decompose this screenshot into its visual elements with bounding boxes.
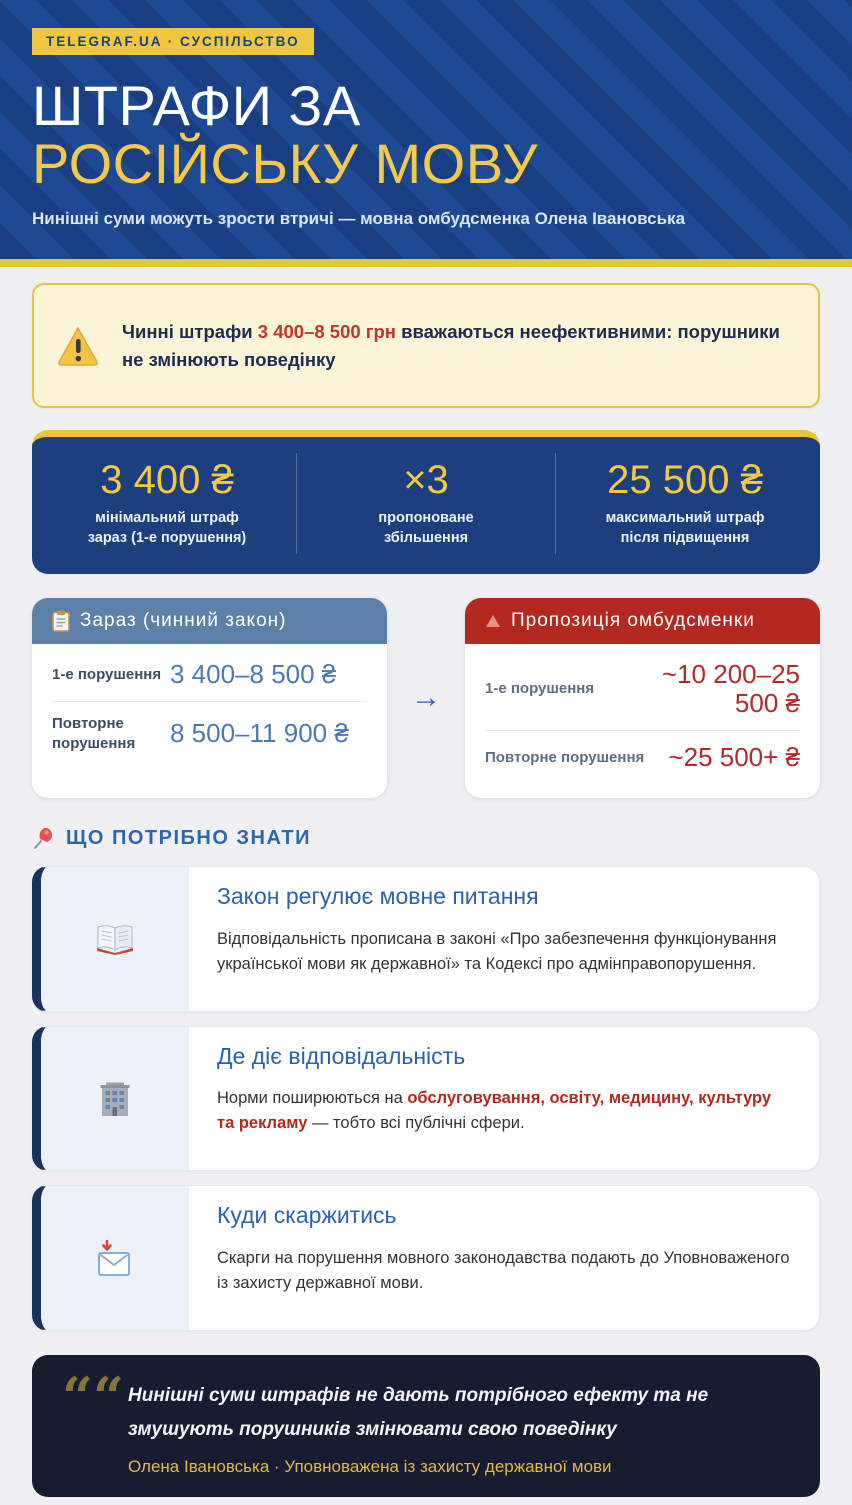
know-text-before: Відповідальність прописана в законі «Про забезпечення функціонування української мови як державної» та Кодексі про адмінправопорушення. <box>217 929 777 973</box>
quote-mark-icon: ““ <box>62 1364 125 1429</box>
know-card-content <box>189 867 819 1011</box>
row-label: Повторне порушення <box>485 749 645 767</box>
stat-label <box>48 509 286 548</box>
row-label: Повторне порушення <box>52 715 136 752</box>
page-title-line1: ШТРАФИ ЗА <box>32 74 361 137</box>
comparison-section <box>32 598 820 798</box>
source-badge: TELEGRAF.UA · СУСПІЛЬСТВО <box>32 28 314 55</box>
arrow-right-icon: → <box>411 681 441 715</box>
proposal-body <box>465 644 820 798</box>
know-section-heading <box>32 826 820 850</box>
know-card-complaints <box>32 1185 820 1331</box>
current-law-header <box>32 598 387 644</box>
know-card-content <box>189 1186 819 1330</box>
row-value: 8 500–11 900 ₴ <box>170 718 349 749</box>
page-title <box>32 74 820 196</box>
stat-multiplier <box>296 453 555 554</box>
stat-max-fine <box>555 453 814 554</box>
quote-text: Нинішні суми штрафів не дають потрібного ефекту та не змушують порушників змінювати свою поведінку <box>128 1384 709 1441</box>
stat-label-line1: мінімальний штраф <box>95 509 239 526</box>
alert-triangle-icon <box>485 614 501 628</box>
pushpin-icon <box>32 826 54 850</box>
alert-box <box>32 283 820 408</box>
office-building-icon <box>41 1027 189 1171</box>
alert-text-before: Чинні штрафи <box>122 320 258 342</box>
know-card-content <box>189 1027 819 1171</box>
stat-label-line2: збільшення <box>383 529 469 546</box>
know-card-title: Де діє відповідальність <box>217 1042 466 1069</box>
stat-value: 25 500 ₴ <box>607 457 763 502</box>
know-card-title: Куди скаржитись <box>217 1202 397 1229</box>
know-text-after: — тобто всі публічні сфери. <box>307 1114 525 1133</box>
masthead <box>0 0 852 267</box>
proposal-header <box>465 598 820 644</box>
stats-strip <box>32 430 820 574</box>
row-label: 1-е порушення <box>485 680 595 698</box>
know-heading-label: ЩО ПОТРІБНО ЗНАТИ <box>66 826 311 849</box>
proposal-title: Пропозиція омбудсменки <box>511 610 755 632</box>
table-row <box>485 730 800 784</box>
main-content <box>0 267 852 1505</box>
know-card-text <box>217 1086 791 1136</box>
stat-label-line2: після підвищення <box>620 529 750 546</box>
quote-block <box>32 1355 820 1497</box>
table-row <box>485 648 800 730</box>
stat-value: ×3 <box>403 457 449 502</box>
know-card-law <box>32 866 820 1012</box>
know-section <box>32 826 820 1331</box>
know-text-highlight: обслуговування, освіту, медицину, культуру та рекламу <box>217 1089 772 1133</box>
row-value: ~10 200–25 500 ₴ <box>661 659 800 719</box>
open-book-icon <box>41 867 189 1011</box>
quote-body <box>128 1375 790 1477</box>
know-card-title: Закон регулює мовне питання <box>217 883 539 910</box>
stat-label-line1: максимальний штраф <box>605 509 765 526</box>
row-value: ~25 500+ ₴ <box>668 742 800 773</box>
proposal-card <box>465 598 820 798</box>
warning-triangle-icon <box>56 325 100 367</box>
current-law-body <box>32 644 387 779</box>
stat-value: 3 400 ₴ <box>100 457 234 502</box>
know-text-before: Скарги на порушення мовного законодавства подають до Уповноваженого із захисту державної мови. <box>217 1248 790 1292</box>
row-value: 3 400–8 500 ₴ <box>170 659 337 690</box>
stat-label <box>566 509 804 548</box>
page-title-line2: РОСІЙСЬКУ МОВУ <box>32 132 538 196</box>
alert-text <box>122 318 796 374</box>
clipboard-icon <box>52 610 70 632</box>
alert-highlight: 3 400–8 500 грн <box>257 320 396 342</box>
know-card-text <box>217 927 791 977</box>
stat-label <box>307 509 545 548</box>
quote-attribution: Олена Івановська · Уповноважена із захисту державної мови <box>128 1457 612 1477</box>
stat-min-fine <box>38 453 296 554</box>
current-law-card <box>32 598 387 798</box>
table-row <box>52 648 367 701</box>
know-card-text <box>217 1246 791 1296</box>
know-card-scope <box>32 1026 820 1172</box>
row-label: 1-е порушення <box>52 665 162 683</box>
envelope-download-icon <box>41 1186 189 1330</box>
alert-text-after: вважаються неефективними: порушники не змінюють поведінку <box>122 320 780 370</box>
stat-label-line2: зараз (1-е порушення) <box>87 529 247 546</box>
table-row <box>52 701 367 765</box>
stat-label-line1: пропоноване <box>378 509 474 526</box>
page-subtitle: Нинішні суми можуть зрости втричі — мовна омбудсменка Олена Івановська <box>32 209 686 229</box>
know-text-before: Норми поширюються на <box>217 1089 408 1108</box>
current-law-title: Зараз (чинний закон) <box>80 610 287 632</box>
